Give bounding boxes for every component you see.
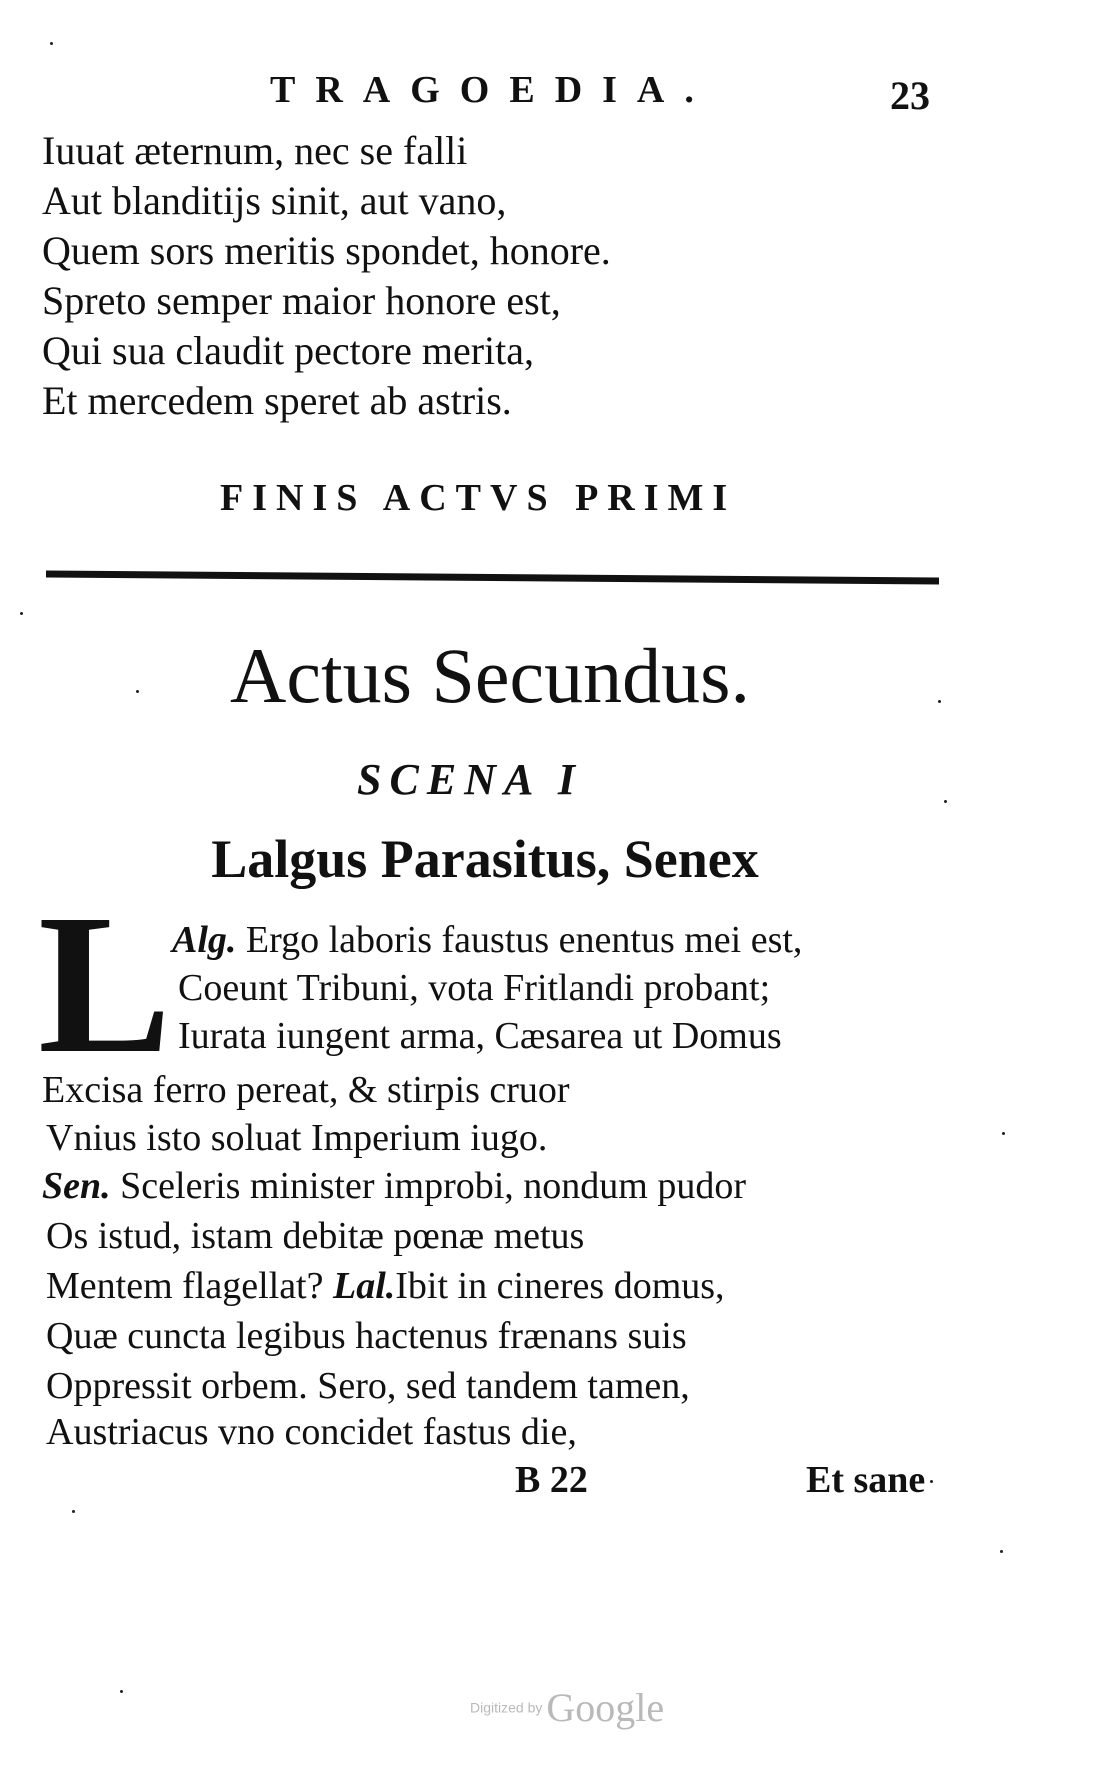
- scan-speck: [136, 690, 139, 693]
- dialogue-line: [42, 1162, 746, 1210]
- scan-speck: [72, 1510, 75, 1513]
- dialogue-line: [172, 916, 802, 964]
- verse-line: Aut blanditijs sinit, aut vano,: [42, 178, 507, 223]
- line-text: Vnius isto soluat Imperium iugo.: [46, 1117, 548, 1159]
- line-text: Excisa ferro pereat, & stirpis cruor: [42, 1069, 570, 1111]
- catchword: Et sane: [806, 1459, 926, 1501]
- scene-title: SCENA I: [357, 755, 583, 804]
- dialogue-line: [46, 1408, 577, 1456]
- dialogue-line: [46, 1114, 547, 1162]
- speaker-label: Lal.: [333, 1265, 396, 1307]
- dialogue-line: [46, 1312, 687, 1360]
- page-number: 23: [890, 73, 930, 118]
- scan-speck: [944, 800, 947, 803]
- line-text: Iurata iungent arma, Cæsarea ut Domus: [178, 1015, 782, 1057]
- line-text: Ibit in cineres domus,: [395, 1265, 725, 1307]
- dialogue-line: [42, 1066, 570, 1114]
- line-text: Os istud, istam debitæ pœnæ metus: [46, 1215, 585, 1257]
- dialogue-line: [178, 964, 770, 1012]
- verse-line: Iuuat æternum, nec se falli: [42, 128, 468, 173]
- dialogue-line: [46, 1212, 584, 1260]
- scan-speck: [20, 612, 23, 615]
- dialogue-line: [178, 1012, 782, 1060]
- scan-speck: [120, 1690, 123, 1693]
- line-text: Oppressit orbem. Sero, sed tandem tamen,: [46, 1365, 690, 1407]
- scan-speck: [938, 700, 941, 703]
- line-text: Sceleris minister improbi, nondum pudor: [110, 1165, 747, 1207]
- line-text: Mentem flagellat?: [46, 1265, 324, 1307]
- line-text: Coeunt Tribuni, vota Fritlandi probant;: [178, 967, 771, 1009]
- scan-speck: [50, 42, 53, 45]
- section-rule: [46, 570, 939, 584]
- scan-speck: [1000, 1550, 1003, 1553]
- signature-mark: B 22: [515, 1459, 588, 1501]
- line-text: Ergo laboris faustus enentus mei est,: [236, 919, 803, 961]
- act-title: Actus Secundus.: [230, 632, 750, 719]
- line-text: Austriacus vno concidet fastus die,: [46, 1411, 577, 1453]
- line-text: Quæ cuncta legibus hactenus frænans suis: [46, 1315, 687, 1357]
- google-logo: Google: [546, 1685, 665, 1730]
- watermark-prefix: Digitized by: [470, 1699, 543, 1716]
- drop-cap: L: [38, 874, 172, 1095]
- verse-line: Spreto semper maior honore est,: [42, 278, 561, 323]
- scan-speck: [930, 1480, 933, 1483]
- verse-line: Qui sua claudit pectore merita,: [42, 328, 535, 373]
- dialogue-line: [46, 1362, 690, 1410]
- google-watermark: [470, 1684, 664, 1731]
- verse-line: Quem sors meritis spondet, honore.: [42, 228, 611, 273]
- verse-line: Et mercedem speret ab astris.: [42, 378, 512, 423]
- speaker-label: Alg.: [172, 919, 237, 961]
- finis-actus-primi: FINIS ACTVS PRIMI: [220, 477, 737, 519]
- speakers-heading: Lalgus Parasitus, Senex: [211, 829, 759, 889]
- running-title: TRAGOEDIA.: [270, 69, 714, 111]
- dialogue-line: [46, 1262, 725, 1310]
- scan-speck: [1002, 1132, 1005, 1135]
- speaker-label: Sen.: [42, 1165, 111, 1207]
